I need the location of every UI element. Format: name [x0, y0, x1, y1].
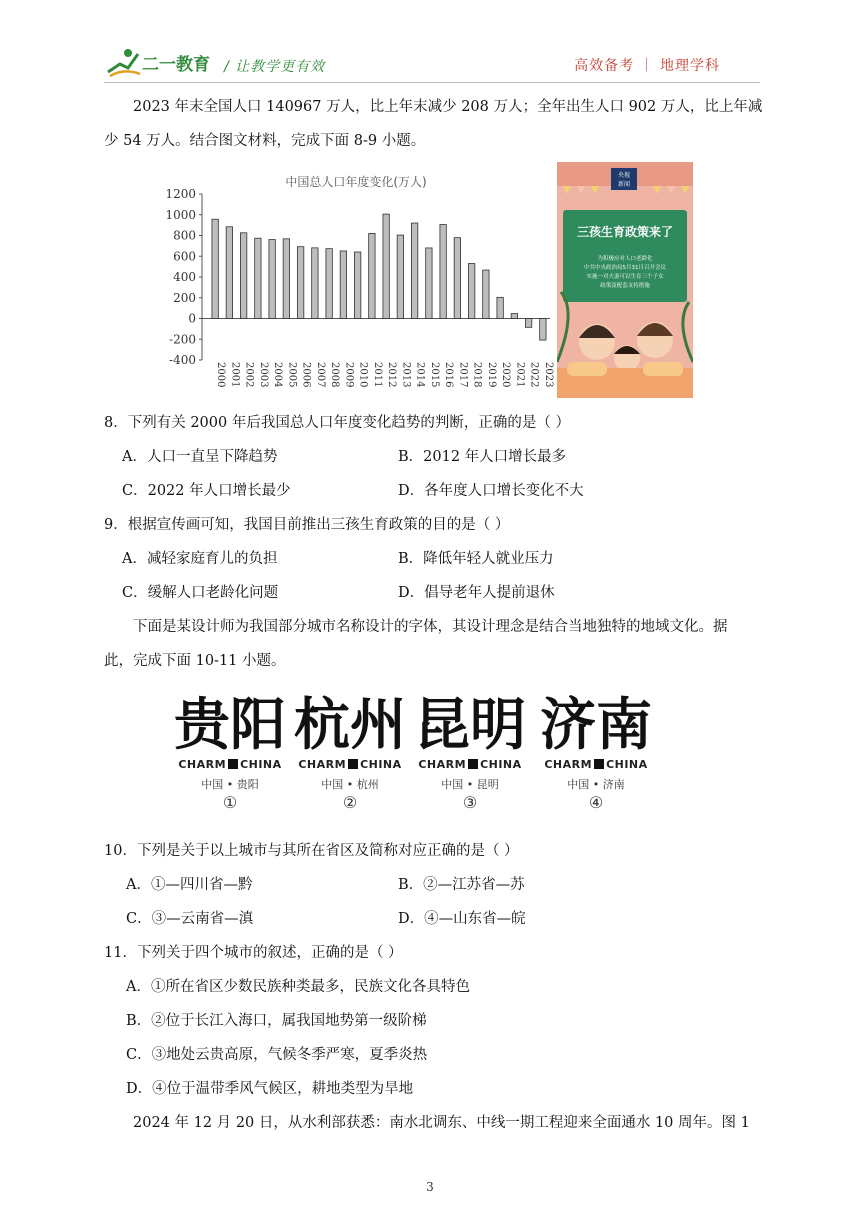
x-tick-label: 2018	[471, 362, 483, 388]
y-tick-label: 800	[173, 228, 196, 243]
bar-2003	[255, 238, 261, 318]
q8-option-a[interactable]: A．人口一直呈下降趋势	[122, 449, 278, 465]
bar-2022	[525, 319, 531, 328]
svg-text:新闻: 新闻	[617, 181, 631, 188]
header-subject: 高效备考 ｜ 地理学科	[574, 58, 720, 74]
q10-stem: 10．下列是关于以上城市与其所在省区及简称对应正确的是（ ）	[104, 843, 519, 859]
page-number: 3	[426, 1180, 434, 1194]
svg-text:昆明: 昆明	[414, 693, 526, 758]
page-header	[0, 0, 860, 84]
charm-china-label: CHARM CHINA	[298, 758, 402, 771]
city-number: ②	[342, 793, 358, 812]
intro-line-1: 2023 年末全国人口 140967 万人，比上年末减少 208 万人；全年出生人口 902 万人，比上年减	[133, 99, 763, 115]
x-tick-label: 2017	[457, 362, 469, 388]
svg-text:实施一对夫妻可以生育三个子女: 实施一对夫妻可以生育三个子女	[586, 274, 664, 280]
bar-2011	[369, 233, 375, 318]
q10-option-b[interactable]: B．②—江苏省—苏	[398, 877, 525, 893]
x-tick-label: 2003	[257, 362, 269, 388]
city-caption: 中国 • 昆明	[441, 778, 499, 791]
hangzhou-font-glyph	[290, 676, 410, 758]
bar-2019	[483, 270, 489, 318]
svg-text:贵阳: 贵阳	[174, 693, 286, 758]
q8-stem: 8．下列有关 2000 年后我国总人口年度变化趋势的判断，正确的是（ ）	[104, 415, 570, 431]
y-tick-label: 1200	[165, 187, 196, 201]
bar-2020	[497, 297, 503, 318]
svg-text:杭州: 杭州	[294, 692, 406, 758]
logo-slogan: / 让教学更有效	[224, 59, 326, 75]
x-tick-label: 2011	[371, 362, 383, 388]
city-guiyang	[170, 676, 290, 812]
q8-option-d[interactable]: D．各年度人口增长变化不大	[398, 483, 584, 499]
q10-option-c[interactable]: C．③—云南省—滇	[126, 911, 254, 927]
x-tick-label: 2006	[300, 362, 312, 388]
q8-option-c[interactable]: C．2022 年人口增长最少	[122, 483, 291, 499]
x-tick-label: 2019	[485, 362, 497, 388]
city-kunming	[410, 676, 530, 812]
y-tick-label: 1000	[165, 207, 196, 222]
city-caption: 中国 • 济南	[567, 778, 625, 791]
bar-2007	[312, 248, 318, 319]
bar-2012	[383, 214, 389, 318]
city-number: ③	[462, 793, 478, 812]
x-tick-label: 2016	[443, 362, 455, 388]
kunming-font-glyph	[410, 676, 530, 758]
x-tick-label: 2022	[528, 362, 540, 388]
svg-text:中共中央政治局5月31日召开会议: 中共中央政治局5月31日召开会议	[584, 265, 666, 271]
x-tick-label: 2021	[514, 362, 526, 388]
intro-line-2: 少 54 万人。结合图文材料，完成下面 8-9 小题。	[104, 133, 426, 149]
x-tick-label: 2008	[329, 362, 341, 388]
poster-illustration	[557, 162, 693, 398]
y-tick-label: 200	[173, 290, 196, 305]
city-jinan	[536, 676, 656, 812]
charm-china-label: CHARM CHINA	[544, 758, 648, 771]
x-tick-label: 2020	[500, 362, 512, 388]
x-tick-label: 2012	[386, 362, 398, 388]
population-bar-chart	[150, 168, 560, 388]
x-tick-label: 2014	[414, 362, 426, 388]
q10-option-a[interactable]: A．①—四川省—黔	[126, 877, 253, 893]
x-tick-label: 2023	[542, 362, 554, 388]
x-tick-label: 2007	[314, 362, 326, 388]
q9-option-a[interactable]: A．减轻家庭育儿的负担	[122, 551, 278, 567]
q11-option-a[interactable]: A．①所在省区少数民族种类最多，民族文化各具特色	[126, 979, 470, 995]
bar-2018	[468, 264, 474, 319]
city-caption: 中国 • 杭州	[321, 778, 379, 791]
svg-text:济南: 济南	[540, 693, 652, 758]
bar-2005	[283, 239, 289, 319]
bar-2015	[426, 248, 432, 319]
x-tick-label: 2013	[400, 362, 412, 388]
bar-2000	[212, 219, 218, 318]
x-tick-label: 2010	[357, 362, 369, 388]
guiyang-font-glyph	[170, 676, 290, 758]
q11-stem: 11．下列关于四个城市的叙述，正确的是（ ）	[104, 945, 403, 961]
q10-option-d[interactable]: D．④—山东省—皖	[398, 911, 526, 927]
charm-china-label: CHARM CHINA	[418, 758, 522, 771]
svg-text:央视: 央视	[617, 172, 631, 179]
x-tick-label: 2004	[272, 362, 284, 388]
logo-icon	[104, 46, 234, 80]
y-tick-label: 400	[173, 270, 196, 284]
bar-2002	[240, 233, 246, 319]
svg-text:为积极应对人口老龄化: 为积极应对人口老龄化	[597, 256, 653, 262]
y-tick-label: 600	[173, 249, 196, 264]
x-tick-label: 2005	[286, 362, 298, 388]
city-hangzhou	[290, 676, 410, 812]
jinan-font-glyph	[536, 676, 656, 758]
bar-2010	[354, 252, 360, 319]
bar-2004	[269, 240, 275, 319]
city-number: ④	[588, 793, 604, 812]
bar-2023	[540, 319, 546, 341]
y-tick-label: -400	[169, 353, 196, 367]
svg-text:政策及配套支持措施: 政策及配套支持措施	[600, 283, 650, 289]
x-tick-label: 2001	[229, 362, 241, 388]
bar-2008	[326, 249, 332, 319]
intro2-line-2: 此，完成下面 10-11 小题。	[104, 653, 286, 669]
x-tick-label: 2009	[343, 362, 355, 388]
svg-text:三孩生育政策来了: 三孩生育政策来了	[576, 225, 674, 239]
bar-2017	[454, 238, 460, 319]
q9-stem: 9．根据宣传画可知，我国目前推出三孩生育政策的目的是（ ）	[104, 517, 510, 533]
bar-2013	[397, 235, 403, 318]
three-child-policy-poster	[557, 162, 693, 398]
q11-option-d[interactable]: D．④位于温带季风气候区，耕地类型为旱地	[126, 1081, 414, 1097]
q9-option-d[interactable]: D．倡导老年人提前退休	[398, 585, 555, 601]
city-font-figure	[170, 676, 670, 826]
x-tick-label: 2002	[243, 362, 255, 388]
bar-2021	[511, 314, 517, 319]
intro2-line-1: 下面是某设计师为我国部分城市名称设计的字体，其设计理念是结合当地独特的地域文化。据	[133, 619, 728, 635]
bar-2001	[226, 227, 232, 319]
y-tick-label: -200	[169, 332, 196, 347]
x-tick-label: 2000	[215, 362, 227, 388]
city-number: ①	[222, 793, 238, 812]
charm-china-label: CHARM CHINA	[178, 758, 282, 771]
x-tick-label: 2015	[428, 362, 440, 388]
svg-text:二一教育: 二一教育	[142, 55, 210, 75]
chart-title: 中国总人口年度变化(万人)	[285, 175, 427, 189]
bar-2016	[440, 225, 446, 319]
q8-option-b[interactable]: B．2012 年人口增长最多	[398, 449, 567, 465]
q11-option-b[interactable]: B．②位于长江入海口，属我国地势第一级阶梯	[126, 1013, 427, 1029]
bar-2006	[297, 247, 303, 319]
header-divider	[104, 82, 760, 83]
q9-option-c[interactable]: C．缓解人口老龄化问题	[122, 585, 279, 601]
bar-2014	[411, 223, 417, 318]
q9-option-b[interactable]: B．降低年轻人就业压力	[398, 551, 554, 567]
y-tick-label: 0	[188, 311, 196, 326]
city-caption: 中国 • 贵阳	[201, 778, 259, 791]
q11-option-c[interactable]: C．③地处云贵高原，气候冬季严寒，夏季炎热	[126, 1047, 428, 1063]
bar-2009	[340, 251, 346, 319]
next-intro-line: 2024 年 12 月 20 日，从水利部获悉：南水北调东、中线一期工程迎来全面通水 10 周年。图 1	[133, 1115, 750, 1131]
